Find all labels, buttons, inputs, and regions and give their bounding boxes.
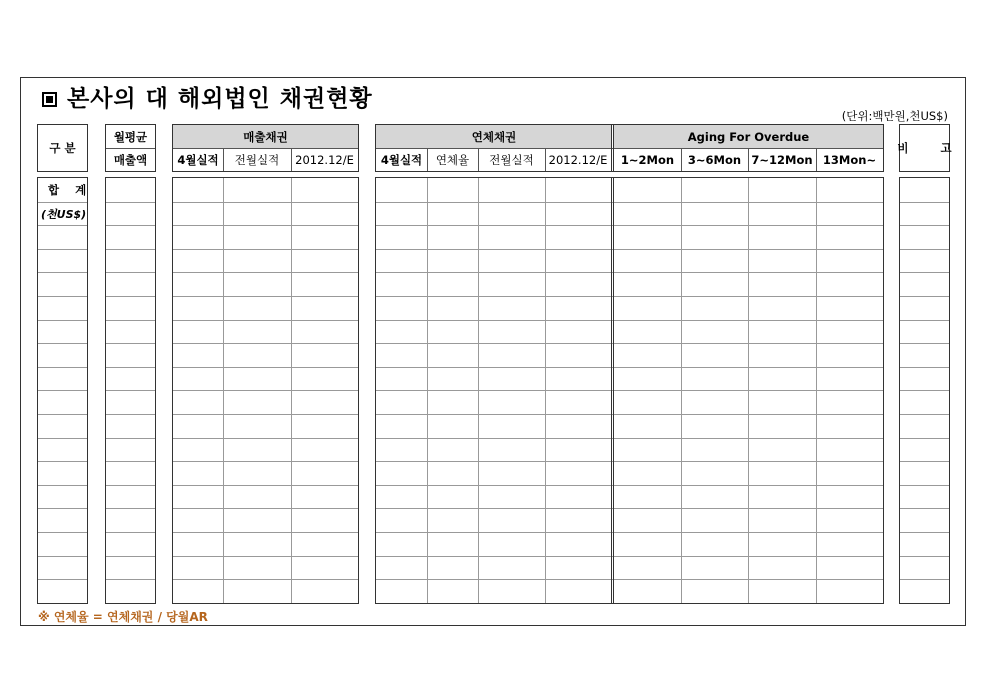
overdue-col-label: 연체율	[435, 152, 470, 167]
sales-ar-grid	[172, 177, 359, 604]
grid-row-line	[376, 249, 883, 250]
grid-row-line	[900, 367, 949, 368]
grid-row-line	[38, 296, 87, 297]
grid-row-line	[376, 296, 883, 297]
remarks-header-label: 비 고	[897, 141, 966, 155]
grid-row-line	[173, 579, 358, 580]
grid-row-line	[900, 296, 949, 297]
grid-row-line	[173, 249, 358, 250]
grid-row-line	[173, 343, 358, 344]
grid-row-line	[376, 225, 883, 226]
grid-row-line	[173, 532, 358, 533]
grid-row-line	[106, 461, 155, 462]
grid-row-line	[376, 343, 883, 344]
overdue-ar-label: 연체채권	[376, 125, 612, 148]
remarks-header	[897, 124, 966, 172]
grid-row-line	[38, 461, 87, 462]
grid-row-line	[106, 414, 155, 415]
monthly-avg-top-label: 월평균	[113, 129, 148, 144]
overdue-col-label: 2012.12/E	[548, 152, 608, 167]
grid-row-line	[376, 556, 883, 557]
document-title	[42, 80, 373, 113]
grid-row-line	[106, 225, 155, 226]
grid-col-line	[545, 178, 546, 603]
grid-row-line	[900, 532, 949, 533]
grid-row-line	[173, 461, 358, 462]
grid-col-line	[681, 178, 682, 603]
grid-row-line	[106, 296, 155, 297]
grid-row-line	[900, 508, 949, 509]
grid-row-line	[38, 579, 87, 580]
grid-row-line	[106, 320, 155, 321]
grid-row-line	[38, 485, 87, 486]
grid-row-line	[38, 532, 87, 533]
grid-row-line	[376, 461, 883, 462]
grid-row-line	[900, 414, 949, 415]
grid-row-line	[376, 508, 883, 509]
grid-row-line	[173, 272, 358, 273]
title-text: 본사의 대 해외법인 채권현황	[67, 86, 373, 112]
category-header	[37, 124, 88, 172]
square-bullet-icon	[42, 92, 57, 107]
grid-row-line	[900, 225, 949, 226]
grid-row-line	[106, 249, 155, 250]
overdue-aging-grid	[375, 177, 884, 604]
grid-row-line	[106, 579, 155, 580]
grid-row-line	[106, 343, 155, 344]
total-label: 합 계	[48, 183, 93, 197]
grid-row-line	[173, 414, 358, 415]
monthly-avg-column	[105, 177, 156, 604]
grid-row-line	[38, 438, 87, 439]
sales-ar-label: 매출채권	[173, 125, 358, 148]
grid-row-line	[376, 320, 883, 321]
grid-col-line	[611, 178, 614, 603]
sales-col-label: 전월실적	[234, 152, 280, 167]
grid-row-line	[38, 343, 87, 344]
grid-row-line	[376, 414, 883, 415]
grid-row-line	[106, 438, 155, 439]
aging-col-label: 7~12Mon	[751, 152, 813, 167]
grid-row-line	[106, 367, 155, 368]
grid-row-line	[376, 367, 883, 368]
grid-col-line	[427, 178, 428, 603]
grid-row-line	[900, 249, 949, 250]
grid-row-line	[38, 390, 87, 391]
grid-row-line	[173, 485, 358, 486]
grid-row-line	[900, 320, 949, 321]
footnote: ※ 연체율 = 연체채권 / 당월AR	[38, 610, 208, 624]
sales-col-label: 4월실적	[177, 152, 219, 167]
aging-col-label: 13Mon~	[822, 152, 877, 167]
sales-ar-header	[172, 124, 359, 172]
grid-row-line	[900, 461, 949, 462]
grid-row-line	[106, 532, 155, 533]
overdue-col-label: 4월실적	[380, 152, 423, 167]
grid-row-line	[38, 272, 87, 273]
grid-row-line	[106, 202, 155, 203]
grid-row-line	[900, 390, 949, 391]
grid-col-line	[478, 178, 479, 603]
grid-row-line	[38, 556, 87, 557]
grid-row-line	[38, 414, 87, 415]
aging-label: Aging For Overdue	[614, 125, 883, 148]
grid-row-line	[376, 202, 883, 203]
grid-row-line	[106, 508, 155, 509]
grid-row-line	[376, 390, 883, 391]
grid-row-line	[900, 556, 949, 557]
grid-row-line	[106, 272, 155, 273]
grid-row-line	[38, 508, 87, 509]
grid-row-line	[900, 343, 949, 344]
grid-row-line	[173, 508, 358, 509]
grid-row-line	[376, 579, 883, 580]
aging-col-label: 3~6Mon	[687, 152, 742, 167]
grid-col-line	[223, 178, 224, 603]
category-header-label: 구 분	[49, 141, 76, 155]
overdue-col-label: 전월실적	[489, 152, 534, 167]
grid-row-line	[106, 556, 155, 557]
grid-row-line	[900, 272, 949, 273]
grid-row-line	[173, 390, 358, 391]
grid-col-line	[748, 178, 749, 603]
grid-row-line	[173, 225, 358, 226]
grid-col-line	[816, 178, 817, 603]
grid-row-line	[173, 367, 358, 368]
monthly-avg-header	[105, 124, 156, 172]
total-unit-label: (천US$)	[41, 208, 87, 221]
grid-row-line	[173, 556, 358, 557]
grid-row-line	[376, 272, 883, 273]
grid-row-line	[376, 438, 883, 439]
remarks-column	[899, 177, 950, 604]
category-column	[37, 177, 88, 604]
grid-row-line	[376, 532, 883, 533]
grid-row-line	[900, 438, 949, 439]
grid-col-line	[291, 178, 292, 603]
aging-col-label: 1~2Mon	[620, 152, 675, 167]
grid-row-line	[173, 296, 358, 297]
monthly-avg-bottom-label: 매출액	[113, 152, 148, 167]
grid-row-line	[106, 390, 155, 391]
unit-label: (단위:백만원,천US$)	[841, 109, 948, 123]
grid-row-line	[38, 249, 87, 250]
grid-row-line	[38, 225, 87, 226]
grid-row-line	[900, 579, 949, 580]
grid-row-line	[38, 367, 87, 368]
grid-row-line	[38, 320, 87, 321]
grid-row-line	[376, 485, 883, 486]
overdue-header	[375, 124, 884, 172]
grid-row-line	[173, 320, 358, 321]
grid-row-line	[38, 202, 87, 203]
sales-col-label: 2012.12/E	[295, 152, 354, 167]
grid-row-line	[106, 485, 155, 486]
grid-row-line	[900, 485, 949, 486]
grid-row-line	[173, 438, 358, 439]
grid-row-line	[900, 202, 949, 203]
grid-row-line	[173, 202, 358, 203]
